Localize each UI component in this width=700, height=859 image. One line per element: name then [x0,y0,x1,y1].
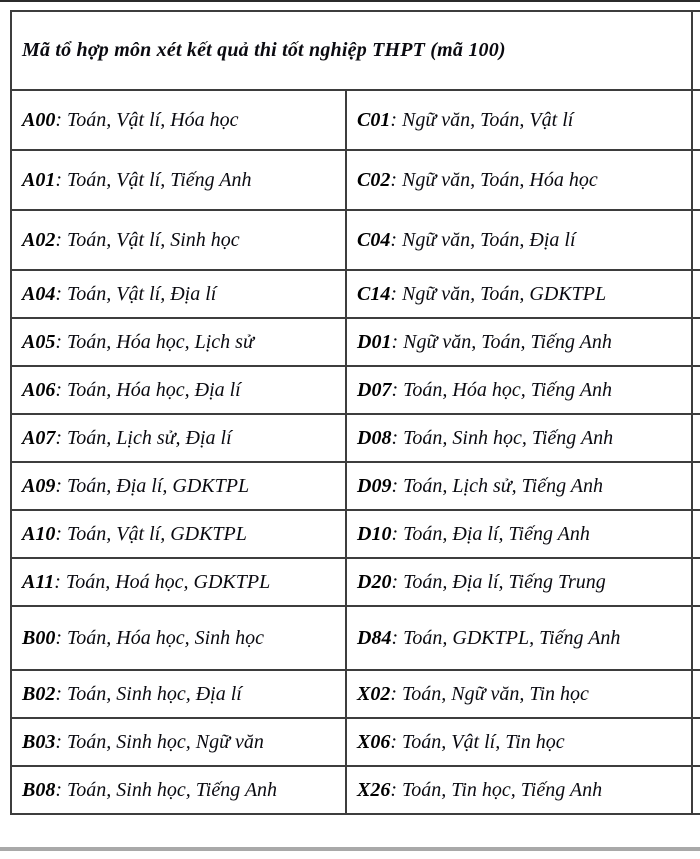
combo-subjects: Toán, Vật lí, Sinh học [67,228,240,251]
combo-cell-A01 [11,150,346,210]
code-separator: : [55,282,68,305]
code-separator: : [391,330,404,353]
code-separator: : [391,426,404,449]
code-separator: : [54,570,66,593]
combo-code: B00 [22,626,56,649]
combo-code: A01 [22,168,56,191]
cropped-sliver-cell [692,462,700,510]
table-row [11,766,700,814]
combo-code: B08 [22,778,56,801]
combo-code: D84 [357,626,392,649]
combo-code: A07 [22,426,56,449]
combo-subjects: Ngữ văn, Toán, Tiếng Anh [403,330,612,353]
table-row [11,414,700,462]
combo-subjects: Toán, Sinh học, Tiếng Anh [403,426,614,449]
cropped-sliver-cell [692,606,700,670]
code-separator: : [390,108,403,131]
combo-cell-A09 [11,462,346,510]
combo-subjects: Ngữ văn, Toán, Hóa học [402,168,598,191]
cropped-sliver-cell [692,150,700,210]
table-row [11,670,700,718]
combo-subjects: Toán, Địa lí, GDKTPL [67,474,250,497]
combo-subjects: Toán, Sinh học, Địa lí [67,682,242,705]
code-separator: : [391,626,404,649]
code-separator: : [55,330,68,353]
code-separator: : [390,682,403,705]
combo-code: A02 [22,228,56,251]
table-row [11,150,700,210]
table-row [11,606,700,670]
combo-code: D09 [357,474,392,497]
code-separator: : [55,778,68,801]
table-row [11,366,700,414]
table-row [11,558,700,606]
combo-cell-A06 [11,366,346,414]
combo-code: A00 [22,108,56,131]
combo-cell-D10 [346,510,692,558]
table-row [11,210,700,270]
code-separator: : [55,474,68,497]
combo-code: B02 [22,682,56,705]
combo-code: A05 [22,330,56,353]
top-crop-line [0,0,700,2]
combo-cell-X06 [346,718,692,766]
combo-cell-B03 [11,718,346,766]
cropped-sliver-cell [692,414,700,462]
combo-code: D07 [357,378,392,401]
combo-subjects: Ngữ văn, Toán, Địa lí [402,228,576,251]
combo-cell-A11 [11,558,346,606]
combo-subjects: Toán, Vật lí, Tiếng Anh [67,168,252,191]
code-separator: : [55,426,68,449]
combo-subjects: Toán, Vật lí, Địa lí [67,282,217,305]
combo-subjects: Toán, Ngữ văn, Tin học [402,682,589,705]
combo-code: X06 [357,730,391,753]
code-separator: : [55,626,68,649]
combo-subjects: Toán, Vật lí, Hóa học [67,108,239,131]
combo-cell-B08 [11,766,346,814]
combo-cell-D20 [346,558,692,606]
combo-code: A11 [22,570,55,593]
combo-subjects: Toán, Hóa học, Địa lí [67,378,241,401]
combo-cell-A00 [11,90,346,150]
combo-cell-X26 [346,766,692,814]
combo-subjects: Toán, Sinh học, Ngữ văn [67,730,264,753]
cropped-sliver-cell [692,558,700,606]
combo-subjects: Toán, Hóa học, Sinh học [67,626,265,649]
combo-code: B03 [22,730,56,753]
subject-combination-table [10,10,700,815]
table-row [11,718,700,766]
code-separator: : [390,778,403,801]
table-title: Mã tổ hợp môn xét kết quả thi tốt nghiệp THPT (mã 100) [11,11,692,90]
combo-cell-D09 [346,462,692,510]
combo-code: A09 [22,474,56,497]
combo-subjects: Toán, Vật lí, GDKTPL [67,522,247,545]
table-row [11,270,700,318]
cropped-sliver-cell [692,270,700,318]
combo-subjects: Toán, Địa lí, Tiếng Trung [403,570,606,593]
combo-subjects: Toán, Tin học, Tiếng Anh [402,778,603,801]
combo-cell-C14 [346,270,692,318]
combo-cell-C02 [346,150,692,210]
code-separator: : [55,108,68,131]
combo-code: X26 [357,778,391,801]
code-separator: : [390,730,403,753]
cropped-sliver-cell [692,366,700,414]
combo-code: C02 [357,168,391,191]
cropped-sliver-cell [692,670,700,718]
code-separator: : [391,474,404,497]
combo-subjects: Toán, Hoá học, GDKTPL [65,570,271,593]
combo-cell-D08 [346,414,692,462]
combo-cell-A10 [11,510,346,558]
combo-code: A04 [22,282,56,305]
combo-subjects: Ngữ văn, Toán, Vật lí [402,108,574,131]
cropped-sliver-cell [692,210,700,270]
table-header-row [11,11,700,90]
combo-code: C04 [357,228,391,251]
combo-subjects: Toán, Sinh học, Tiếng Anh [67,778,278,801]
combo-cell-D84 [346,606,692,670]
table-row [11,90,700,150]
combo-subjects: Ngữ văn, Toán, GDKTPL [402,282,607,305]
combo-code: C14 [357,282,391,305]
code-separator: : [55,730,68,753]
combo-code: A10 [22,522,56,545]
code-separator: : [55,522,68,545]
code-separator: : [55,228,68,251]
combo-subjects: Toán, Hóa học, Tiếng Anh [403,378,613,401]
combo-subjects: Toán, Lịch sử, Địa lí [67,426,232,449]
cropped-sliver-cell [692,718,700,766]
cropped-sliver-cell [692,510,700,558]
cropped-sliver-cell [692,11,700,90]
combo-code: D20 [357,570,392,593]
combo-code: D01 [357,330,392,353]
table-row [11,510,700,558]
code-separator: : [390,168,403,191]
code-separator: : [391,570,404,593]
bottom-shadow-line [0,847,700,851]
combo-cell-A07 [11,414,346,462]
combo-code: D10 [357,522,392,545]
combo-cell-A05 [11,318,346,366]
combo-subjects: Toán, Lịch sử, Tiếng Anh [403,474,603,497]
combo-cell-C01 [346,90,692,150]
combo-cell-A02 [11,210,346,270]
combo-subjects: Toán, GDKTPL, Tiếng Anh [403,626,621,649]
cropped-sliver-cell [692,766,700,814]
combo-subjects: Toán, Hóa học, Lịch sử [67,330,254,353]
cropped-sliver-cell [692,318,700,366]
combo-cell-D07 [346,366,692,414]
combo-code: C01 [357,108,391,131]
combo-cell-B02 [11,670,346,718]
combo-cell-B00 [11,606,346,670]
code-separator: : [391,378,404,401]
combo-subjects: Toán, Địa lí, Tiếng Anh [403,522,590,545]
combo-code: X02 [357,682,391,705]
combo-code: D08 [357,426,392,449]
code-separator: : [55,378,68,401]
table-row [11,318,700,366]
code-separator: : [390,228,403,251]
combo-cell-D01 [346,318,692,366]
combo-code: A06 [22,378,56,401]
code-separator: : [55,168,68,191]
combo-cell-X02 [346,670,692,718]
combo-cell-A04 [11,270,346,318]
cropped-sliver-cell [692,90,700,150]
code-separator: : [391,522,404,545]
combo-cell-C04 [346,210,692,270]
table-row [11,462,700,510]
combo-subjects: Toán, Vật lí, Tin học [402,730,565,753]
code-separator: : [390,282,403,305]
code-separator: : [55,682,68,705]
